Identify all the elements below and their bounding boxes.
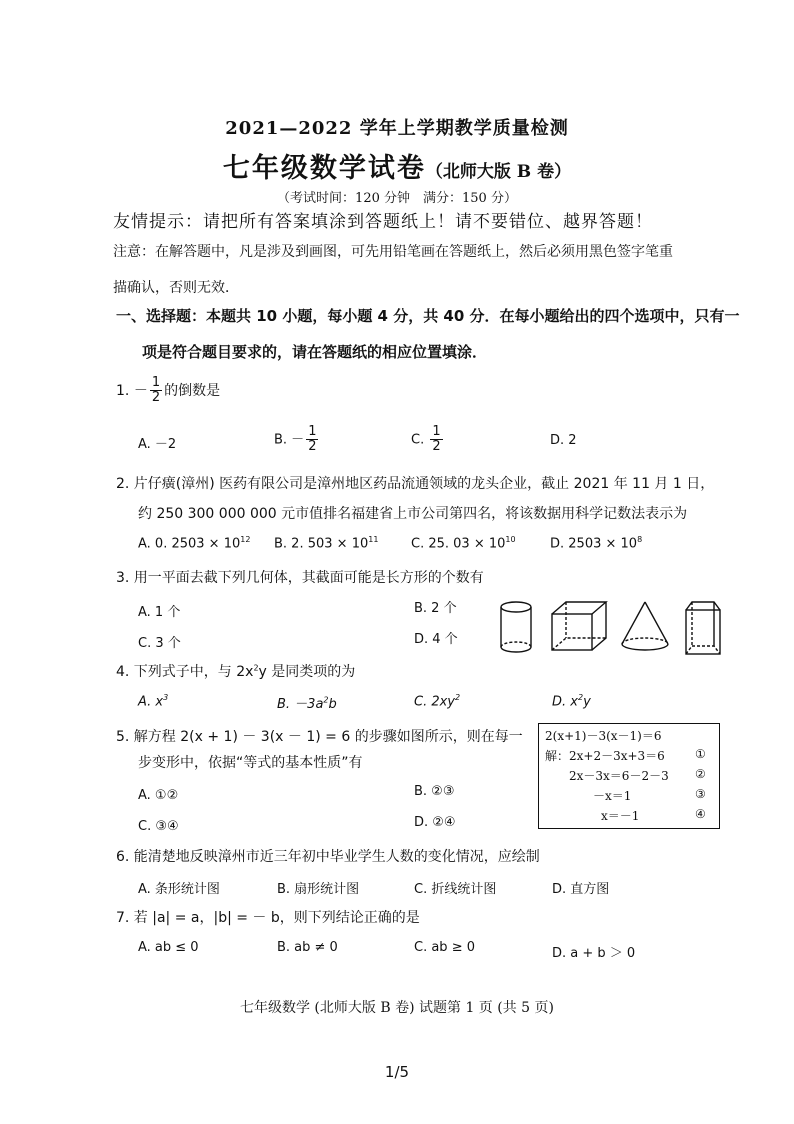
q1-option-b-den: 2 <box>308 439 317 455</box>
q2-option-b <box>274 535 378 551</box>
q1-option-c-fraction <box>430 425 442 455</box>
q1-option-c-prefix: C. <box>411 432 425 448</box>
q2-option-c-text: C. 25. 03 × 10 <box>411 536 506 552</box>
q5-mark-2: ② <box>695 767 706 781</box>
friendly-tip: 友情提示：请把所有答案填涂到答题纸上！请不要错位、越界答题！ <box>113 212 653 232</box>
q5-step-0: 2(x+1)－3(x－1)＝6 <box>545 729 662 743</box>
q3-option-a: A. 1 个 <box>138 605 181 620</box>
q3-option-c: C. 3 个 <box>138 636 181 651</box>
q1-fraction <box>150 376 162 406</box>
q5-step-2: 2x－3x＝6－2－3 <box>569 769 669 783</box>
q5-option-c: C. ③④ <box>138 819 179 834</box>
q4-option-c-exp: 2 <box>455 693 461 702</box>
exam-year-line: 2021—2022 学年上学期教学质量检测 <box>225 118 569 139</box>
q1-minus: － <box>133 382 148 399</box>
q1-fraction-num: 1 <box>151 375 161 390</box>
q1-text: 的倒数是 <box>164 382 221 399</box>
exam-meta: （考试时间：120 分钟 满分：150 分） <box>277 191 517 206</box>
q2-option-b-exp: 11 <box>368 535 379 544</box>
q2-option-c-exp: 10 <box>505 535 516 544</box>
q6-option-d: D. 直方图 <box>552 882 610 897</box>
q4-stem <box>116 661 355 681</box>
q5-step-3: －x＝1 <box>593 789 632 803</box>
q1-option-b-prefix: B. － <box>274 432 305 448</box>
q3-solids-figure <box>496 598 726 660</box>
q4-option-d-text: D. x <box>552 694 578 710</box>
q2-line-2: 约 250 300 000 000 元市值排名福建省上市公司第四名，将该数据用科学记数法表示为 <box>138 506 688 522</box>
q2-option-d-exp: 8 <box>637 535 643 544</box>
q4-option-d-exp: 2 <box>577 693 584 702</box>
exam-title <box>0 146 794 185</box>
q1-option-b-fraction <box>306 425 318 455</box>
q2-line-1: 2. 片仔癀(漳州) 医药有限公司是漳州地区药品流通领域的龙头企业，截止 2021 年 11 月 1 日， <box>116 476 715 492</box>
q4-option-b <box>277 693 337 712</box>
q4-option-a-text: A. x <box>138 694 164 710</box>
q1-number: 1. <box>116 382 130 399</box>
section-heading-line-1: 一、选择题：本题共 10 小题，每小题 4 分，共 40 分．在每小题给出的四个选项中，只有一 <box>116 307 740 325</box>
q1-option-c-den: 2 <box>432 439 441 455</box>
q2-option-a-text: A. 0. 2503 × 10 <box>138 536 241 552</box>
q7-option-c: C. ab ≥ 0 <box>414 940 475 955</box>
cone-shape <box>622 602 668 650</box>
q5-solution-box <box>538 723 720 829</box>
q4-option-c <box>414 693 460 709</box>
q4-option-d <box>552 693 591 709</box>
q7-option-b: B. ab ≠ 0 <box>277 940 338 955</box>
q6-option-c: C. 折线统计图 <box>414 882 497 897</box>
q7-option-d: D. a + b ＞ 0 <box>552 946 636 961</box>
exam-title-main: 七年级数学试卷 <box>222 153 426 184</box>
q1-option-a: A. －2 <box>138 437 177 452</box>
q2-option-b-text: B. 2. 503 × 10 <box>274 536 369 552</box>
q4-option-a <box>138 693 168 709</box>
note-line-2: 描确认，否则无效． <box>113 280 239 296</box>
q5-step-1: 解：2x+2－3x+3＝6 <box>545 749 665 763</box>
q5-mark-1: ① <box>695 747 706 761</box>
page-indicator: 1/5 <box>384 1063 410 1081</box>
q4-option-b-text: B. －3a <box>277 697 324 712</box>
q6-stem: 6. 能清楚地反映漳州市近三年初中毕业学生人数的变化情况，应绘制 <box>116 849 540 865</box>
q4-option-c-text: C. 2xy <box>414 694 455 710</box>
q4-stem-exp: 2 <box>253 663 259 673</box>
q5-option-a: A. ①② <box>138 788 179 803</box>
q5-step-4: x＝－1 <box>601 809 640 823</box>
q1-option-b-num: 1 <box>308 424 317 439</box>
q4-option-b-post: b <box>328 697 337 712</box>
q7-stem: 7. 若 |a| = a，|b| = － b，则下列结论正确的是 <box>116 910 420 926</box>
q1-option-c-num: 1 <box>432 424 441 439</box>
q1-option-d: D. 2 <box>550 433 577 448</box>
q1-fraction-den: 2 <box>151 390 161 406</box>
section-heading-line-2: 项是符合题目要求的，请在答题纸的相应位置填涂． <box>142 343 488 361</box>
q1-stem <box>116 376 220 406</box>
q4-stem-pre: 4. 下列式子中，与 2x <box>116 664 254 680</box>
q3-option-b: B. 2 个 <box>414 601 457 616</box>
q4-option-a-exp: 3 <box>163 693 169 702</box>
note-line-1: 注意：在解答题中，凡是涉及到画图，可先用铅笔画在答题纸上，然后必须用黑色签字笔重 <box>113 244 673 260</box>
q5-line-2: 步变形中，依据“等式的基本性质”有 <box>138 755 363 771</box>
page-footer: 七年级数学 (北师大版 B 卷) 试题第 1 页 (共 5 页) <box>239 1000 554 1016</box>
q7-option-a: A. ab ≤ 0 <box>138 940 199 955</box>
q4-option-d-post: y <box>583 694 591 710</box>
q3-stem: 3. 用一平面去截下列几何体，其截面可能是长方形的个数有 <box>116 570 484 586</box>
q6-option-b: B. 扇形统计图 <box>277 882 360 897</box>
q4-option-b-exp: 2 <box>323 695 329 705</box>
cylinder-shape <box>501 602 531 652</box>
q5-option-d: D. ②④ <box>414 815 456 830</box>
q2-option-a <box>138 535 250 551</box>
q5-option-b: B. ②③ <box>414 784 455 799</box>
exam-title-edition: （北师大版 B 卷） <box>425 162 572 182</box>
q1-option-b <box>274 425 320 455</box>
q3-option-d: D. 4 个 <box>414 632 458 647</box>
q1-option-c <box>411 425 445 455</box>
q2-option-c <box>411 535 516 551</box>
q5-mark-4: ④ <box>695 807 706 821</box>
q2-option-d <box>550 535 642 551</box>
q5-line-1: 5. 解方程 2(x + 1) － 3(x － 1) = 6 的步骤如图所示，则在每一 <box>116 729 523 745</box>
prism-shape <box>686 602 720 654</box>
cuboid-shape <box>552 602 606 650</box>
q6-option-a: A. 条形统计图 <box>138 882 220 897</box>
q2-option-a-exp: 12 <box>240 535 251 544</box>
q4-stem-post: y 是同类项的为 <box>258 664 356 680</box>
q5-mark-3: ③ <box>695 787 706 801</box>
q2-option-d-text: D. 2503 × 10 <box>550 536 638 552</box>
